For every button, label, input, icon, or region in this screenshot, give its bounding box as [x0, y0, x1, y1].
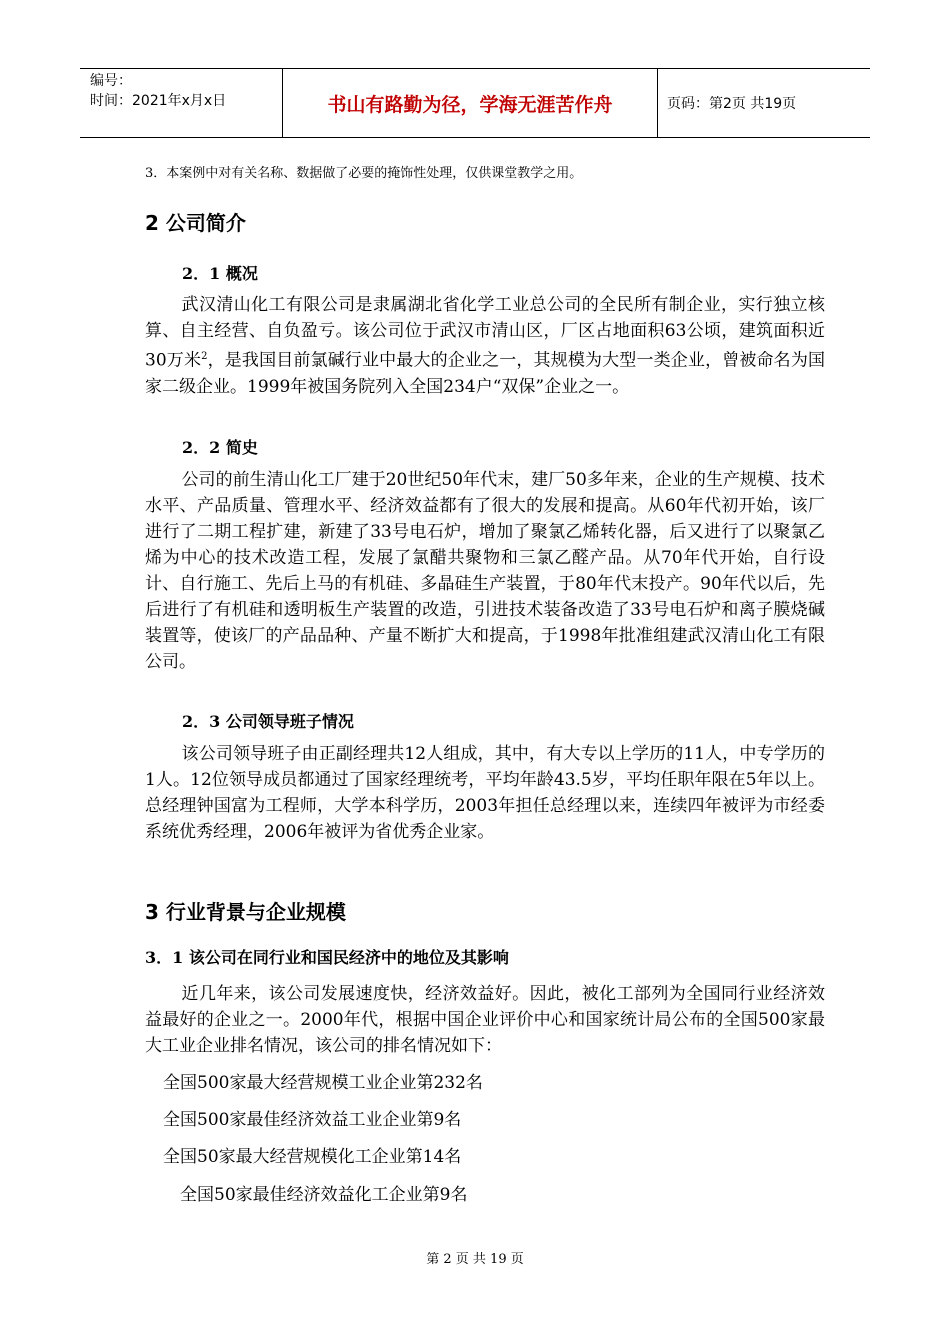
page-footer: 第 2 页 共 19 页: [426, 1252, 524, 1267]
section-2-1-paragraph: [145, 292, 825, 400]
section-3-1-paragraph: 近几年来，该公司发展速度快，经济效益好。因此，被化工部列为全国同行业经济效益最好的企业之一。2000年代，根据中国企业评价中心和国家统计局公布的全国500家最大工业企业排名情况，该公司的排名情况如下：: [145, 984, 825, 1056]
section-2-3-title: 2．3 公司领导班子情况: [182, 712, 354, 731]
section-2-1-title: 2．1 概况: [182, 264, 258, 283]
case-note: 3．本案例中对有关名称、数据做了必要的掩饰性处理，仅供课堂教学之用。: [145, 166, 583, 181]
header-number: 编号：: [90, 73, 132, 89]
ranking-item: 全国500家最大经营规模工业企业第232名: [163, 1073, 483, 1093]
page-header: [80, 68, 870, 138]
section-2-2-paragraph: 公司的前生清山化工厂建于20世纪50年代末，建厂50多年来，企业的生产规模、技术水平、产品质量、管理水平、经济效益都有了很大的发展和提高。从60年代初开始，该厂进行了二期工程扩建，新建了33号电石炉，增加了聚氯乙烯转化器，后又进行了以聚氯乙烯为中心的技术改造工程，发展了氯醋共聚物和三氯乙醛产品。从70年代开始，自行设计、自行施工、先后上马的有机硅、多晶硅生产装置，于80年代末投产。90年代以后，先后进行了有机硅和透明板生产装置的改造，引进技术装备改造了33号电石炉和离子膜烧碱装置等，使该厂的产品品种、产量不断扩大和提高，于1998年批准组建武汉清山化工有限公司。: [145, 470, 825, 672]
section-2-3-paragraph: 该公司领导班子由正副经理共12人组成，其中，有大专以上学历的11人，中专学历的1人。12位领导成员都通过了国家经理统考，平均年龄43.5岁，平均任职年限在5年以上。总经理钟国富为工程师，大学本科学历，2003年担任总经理以来，连续四年被评为市经委系统优秀经理，2006年被评为省优秀企业家。: [145, 744, 825, 842]
section-2-1-text-b: ，是我国目前氯碱行业中最大的企业之一，其规模为大型一类企业，曾被命名为国家二级企业。1999年被国务院列入全国234户“双保”企业之一。: [145, 350, 825, 397]
header-meta: [80, 69, 282, 137]
section-2-1-text-a: 武汉清山化工有限公司是隶属湖北省化学工业总公司的全民所有制企业，实行独立核算、自主经营、自负盈亏。该公司位于武汉市清山区，厂区占地面积63公顷，建筑面积近30万米: [145, 295, 825, 371]
header-page-info: 页码：第2页 共19页: [667, 96, 797, 112]
ranking-item: 全国50家最大经营规模化工企业第14名: [163, 1147, 462, 1167]
section-3-1-title: 3．1 该公司在同行业和国民经济中的地位及其影响: [145, 948, 509, 967]
superscript-2: 2: [201, 351, 208, 362]
section-3-title: 3 行业背景与企业规模: [145, 900, 346, 924]
section-2-title: 2 公司简介: [145, 211, 246, 235]
ranking-item: 全国50家最佳经济效益化工企业第9名: [180, 1185, 468, 1205]
section-2-2-title: 2．2 简史: [182, 438, 258, 457]
header-motto: 书山有路勤为径，学海无涯苦作舟: [282, 69, 658, 137]
header-time: 时间：2021年x月x日: [90, 93, 227, 109]
ranking-item: 全国500家最佳经济效益工业企业第9名: [163, 1110, 462, 1130]
